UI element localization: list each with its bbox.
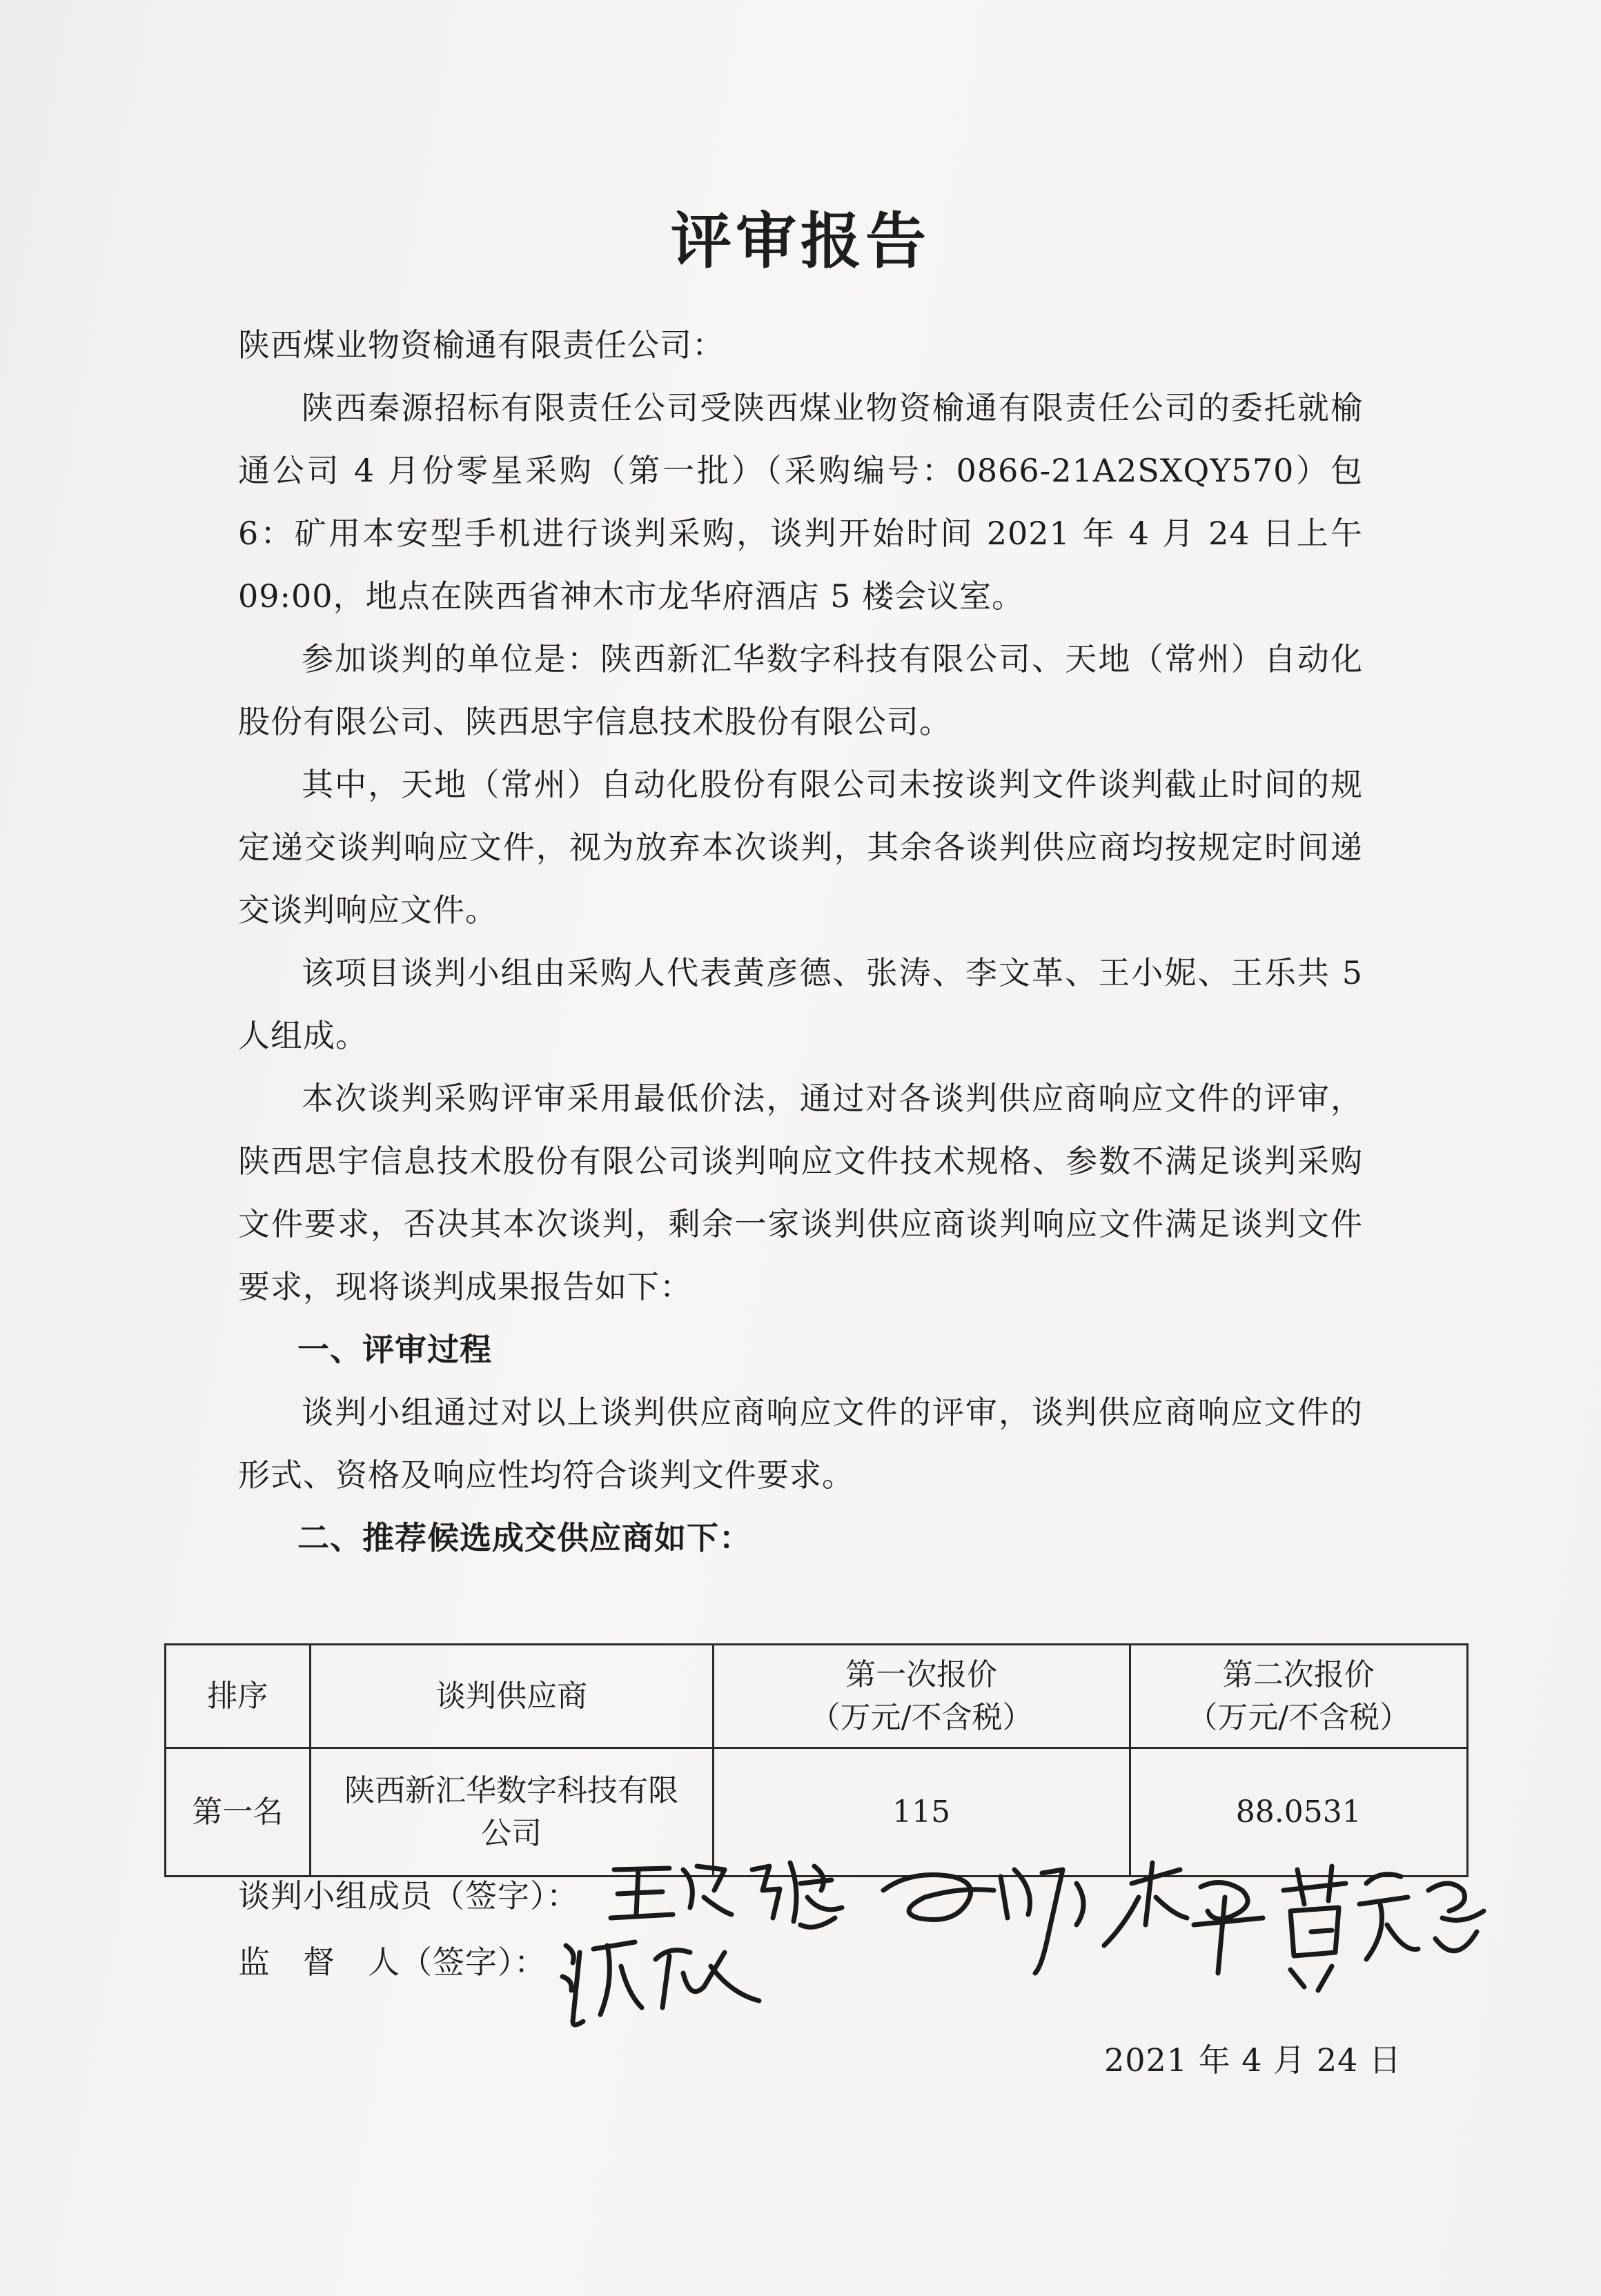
report-date: 2021 年 4 月 24 日	[1104, 2041, 1402, 2079]
paragraph-intro: 陕西秦源招标有限责任公司受陕西煤业物资榆通有限责任公司的委托就榆通公司 4 月份零星采购（第一批）（采购编号：0866-21A2SXQY570）包 6：矿用本安型手机进行谈判采购，谈判开始时间 2021 年 4 月 24 日上午 09:00，地点在陕西省神木市龙华府酒店 5 楼会议室。	[238, 389, 1363, 615]
cell-supplier-line1: 陕西新汇华数字科技有限	[344, 1772, 679, 1808]
header-second-quote	[1130, 1645, 1467, 1748]
paragraph-withdrawal: 其中，天地（常州）自动化股份有限公司未按谈判文件谈判截止时间的规定递交谈判响应文件，视为放弃本次谈判，其余各谈判供应商均按规定时间递交谈判响应文件。	[238, 766, 1363, 929]
cell-first-quote: 115	[713, 1748, 1130, 1877]
panel-signature-label: 谈判小组成员（签字）：	[238, 1877, 579, 1914]
addressee: 陕西煤业物资榆通有限责任公司：	[238, 326, 725, 364]
header-supplier: 谈判供应商	[310, 1645, 713, 1748]
signature-li-wenge	[1104, 1863, 1263, 1973]
section-1-text: 谈判小组通过对以上谈判供应商响应文件的评审，谈判供应商响应文件的形式、资格及响应性均符合谈判文件要求。	[238, 1394, 1363, 1494]
paragraph-participants: 参加谈判的单位是：陕西新汇华数字科技有限公司、天地（常州）自动化股份有限公司、陕西思宇信息技术股份有限公司。	[238, 640, 1363, 740]
cell-supplier-line2: 公司	[481, 1815, 542, 1851]
signature-zhang-tao	[752, 1863, 842, 1927]
header-second-quote-line2: （万元/不含税）	[1187, 1699, 1411, 1735]
signature-wang-xiaoni	[883, 1870, 1083, 1973]
body-text	[238, 314, 1363, 1570]
table-header-row	[166, 1645, 1468, 1748]
header-rank: 排序	[166, 1645, 311, 1748]
section-2-heading: 二、推荐候选成交供应商如下：	[297, 1519, 752, 1556]
header-first-quote-line1: 第一次报价	[845, 1656, 998, 1692]
section-1-heading: 一、评审过程	[297, 1331, 492, 1368]
cell-rank: 第一名	[166, 1748, 311, 1877]
header-first-quote-line2: （万元/不含税）	[809, 1699, 1033, 1735]
candidate-table	[164, 1643, 1469, 1877]
header-second-quote-line1: 第二次报价	[1222, 1656, 1375, 1692]
header-first-quote	[713, 1645, 1130, 1748]
page-title: 评审报告	[670, 206, 930, 277]
signature-huang-yande	[1284, 1866, 1484, 1990]
signature-wang-le	[611, 1866, 731, 1918]
supervisor-signature-label: 监 督 人（签字）：	[238, 1943, 547, 1981]
supervisor-signature	[552, 1925, 773, 2035]
cell-second-quote: 88.0531	[1130, 1748, 1467, 1877]
paragraph-panel: 该项目谈判小组由采购人代表黄彦德、张涛、李文革、王小妮、王乐共 5 人组成。	[238, 954, 1363, 1054]
paragraph-method: 本次谈判采购评审采用最低价法，通过对各谈判供应商响应文件的评审，陕西思宇信息技术股份有限公司谈判响应文件技术规格、参数不满足谈判采购文件要求，否决其本次谈判，剩余一家谈判供应商谈判响应文件满足谈判文件要求，现将谈判成果报告如下：	[238, 1080, 1363, 1305]
